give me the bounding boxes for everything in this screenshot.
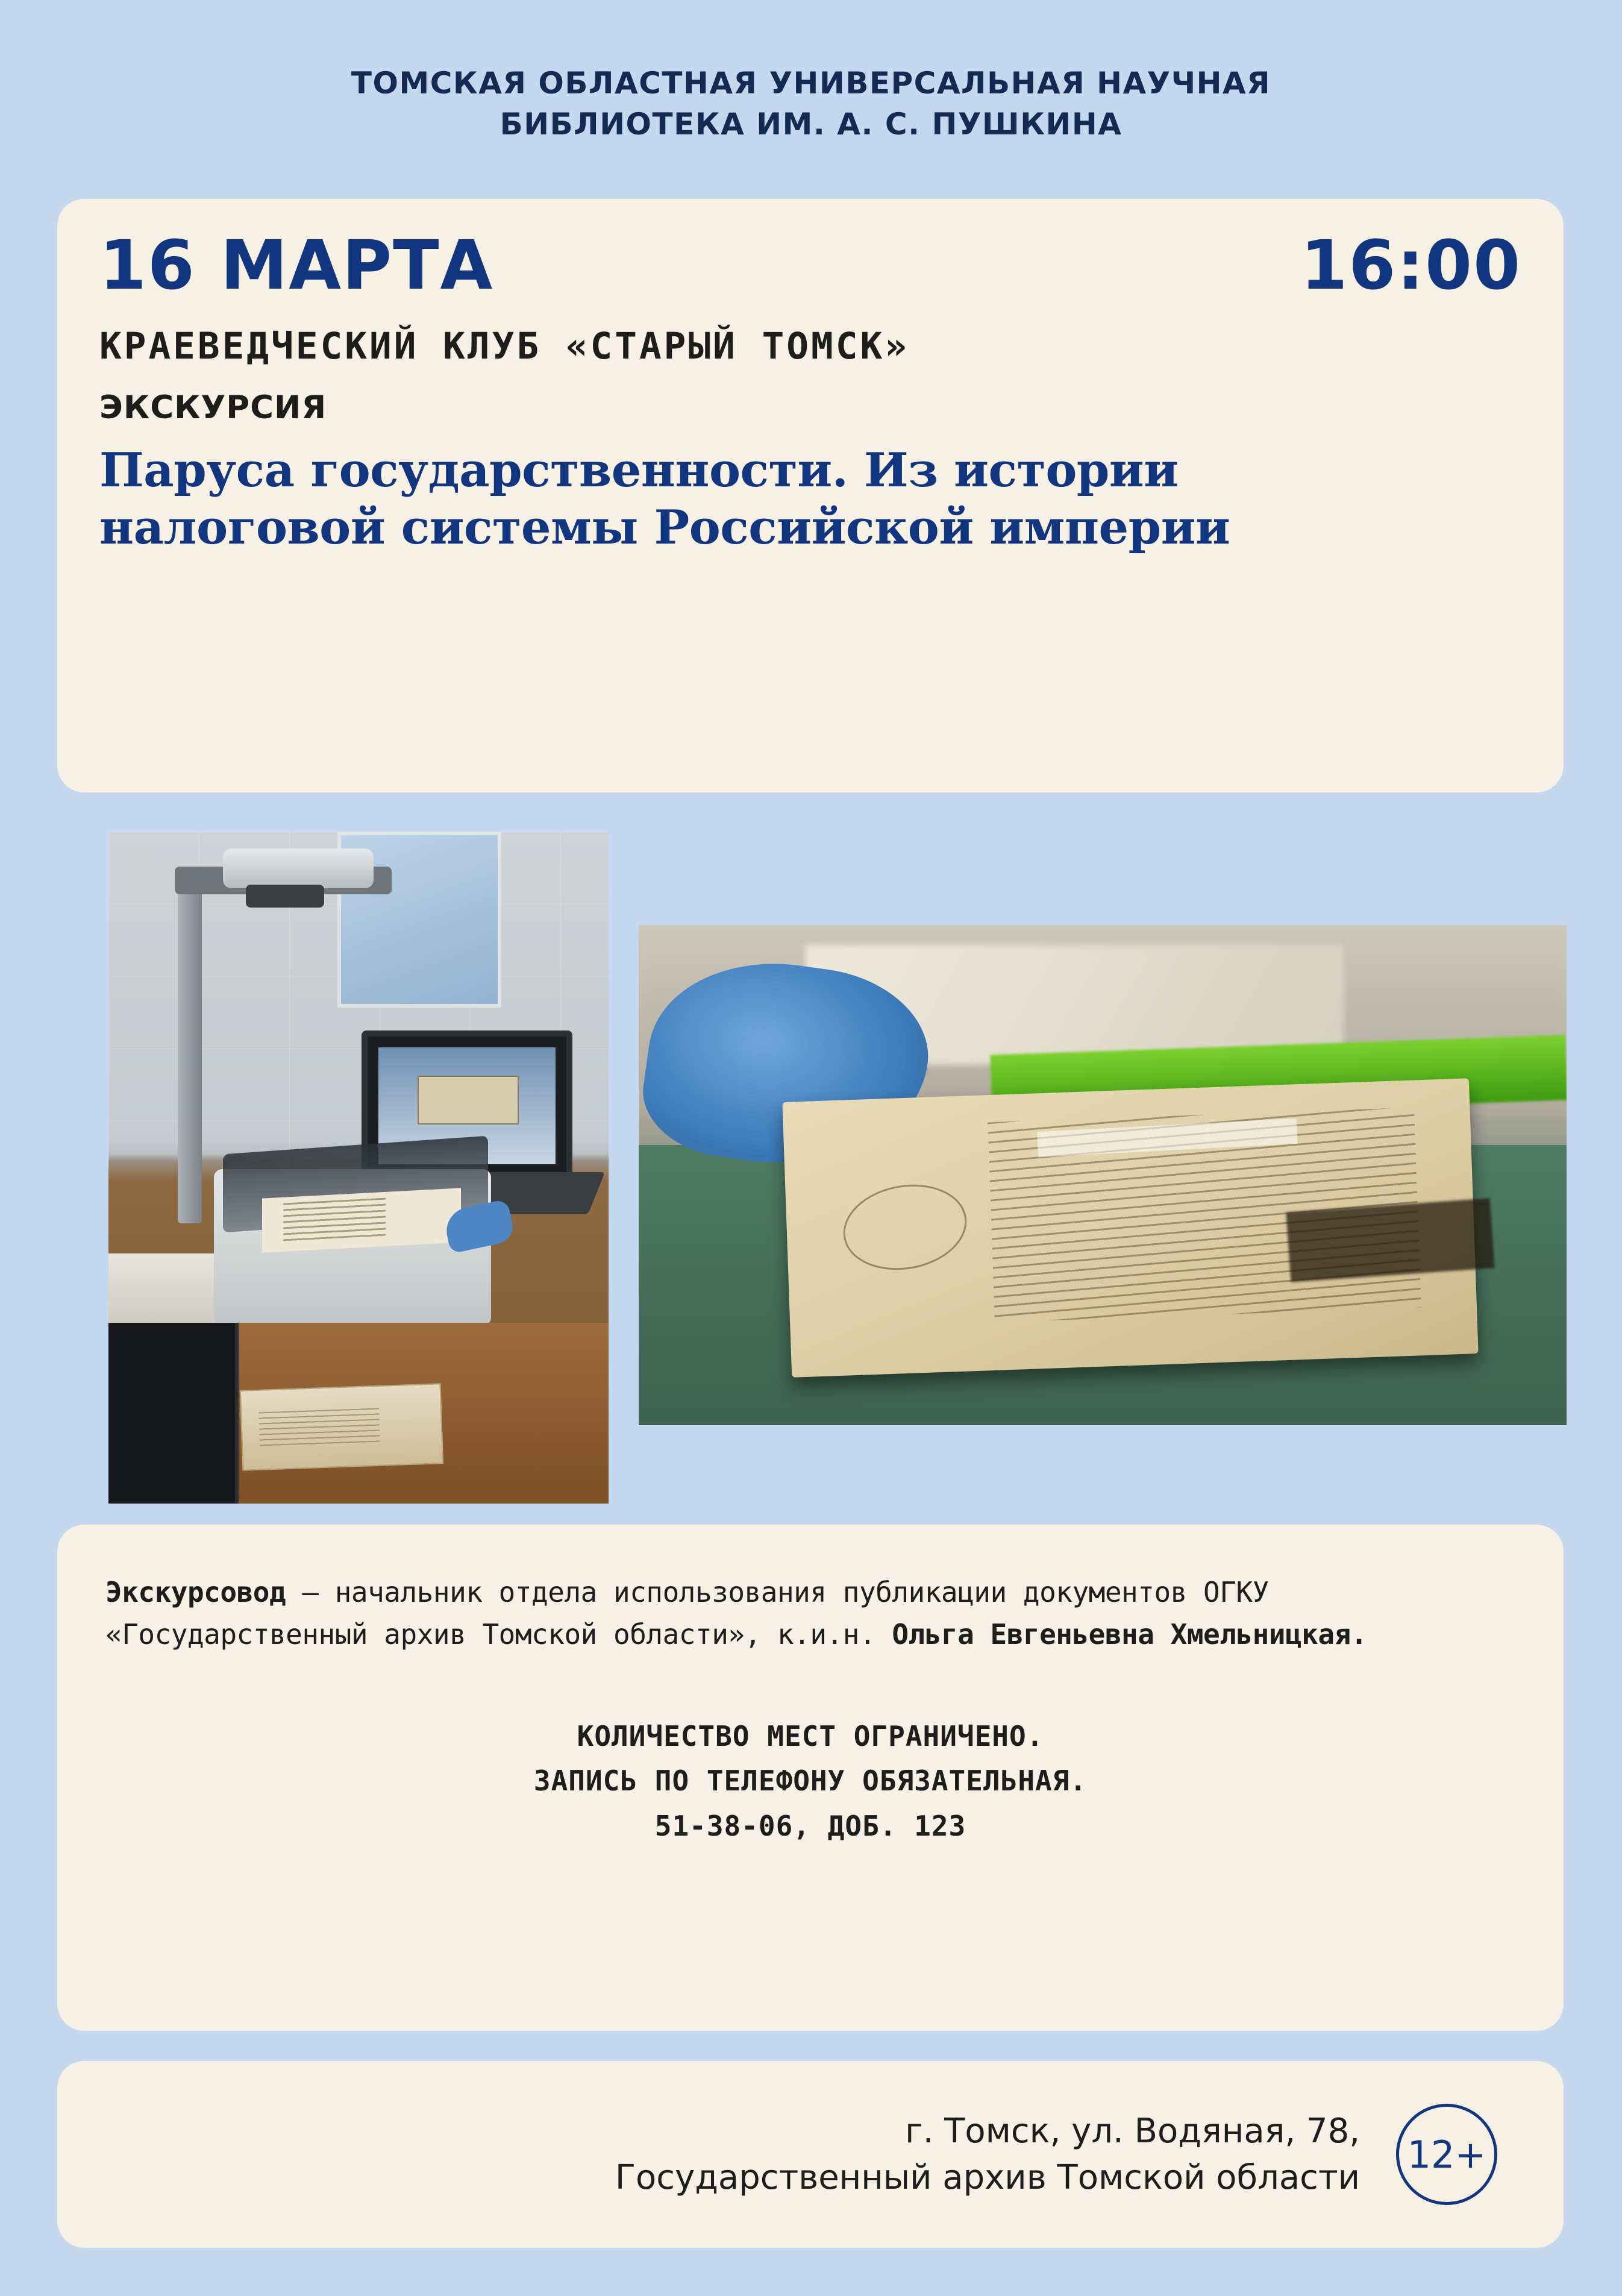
photo-document-restoration [639, 925, 1567, 1425]
photo-scanner-screen-document [418, 1076, 519, 1125]
photo-scanner-lamp [223, 848, 374, 888]
age-rating-badge: 12+ [1396, 2104, 1497, 2205]
event-time: 16:00 [1300, 227, 1521, 305]
photo-scanner-second-monitor [108, 1323, 239, 1504]
photo-scanner-paper-text [283, 1198, 386, 1243]
notice-line-1: КОЛИЧЕСТВО МЕСТ ОГРАНИЧЕНО. [577, 1719, 1044, 1752]
club-name: КРАЕВЕДЧЕСКИЙ КЛУБ «СТАРЫЙ ТОМСК» [99, 325, 909, 368]
photo-scanner-arm [178, 874, 202, 1223]
notice-line-2: ЗАПИСЬ ПО ТЕЛЕФОНУ ОБЯЗАТЕЛЬНАЯ. [533, 1764, 1088, 1798]
venue-address-line-2: Государственный архив Томской области [615, 2158, 1360, 2197]
photo-scanner-document-stack-text [258, 1408, 380, 1449]
organisation-line-1: ТОМСКАЯ ОБЛАСТНАЯ УНИВЕРСАЛЬНАЯ НАУЧНАЯ [351, 66, 1271, 101]
registration-notice [105, 1714, 1515, 1849]
event-title-line-2: налоговой системы Российской империи [99, 500, 1230, 556]
photo-document-damaged-edge [1286, 1198, 1494, 1282]
guide-name: Ольга Евгеньевна Хмельницкая. [892, 1617, 1367, 1651]
organisation-header [0, 63, 1622, 145]
notice-phone: 51-38-06, ДОБ. 123 [654, 1809, 966, 1842]
organisation-line-2: БИБЛИОТЕКА ИМ. А. С. ПУШКИНА [499, 106, 1123, 142]
photo-scanner [108, 832, 609, 1504]
guide-description [105, 1572, 1515, 1656]
event-type-label: ЭКСКУРСИЯ [99, 389, 327, 426]
event-title [99, 442, 1521, 556]
info-card [57, 1525, 1564, 2031]
event-title-line-1: Паруса государственности. Из истории [99, 443, 1179, 498]
venue-address [615, 2108, 1360, 2201]
footer-content [57, 2061, 1564, 2248]
event-datetime-row [99, 227, 1521, 305]
guide-label: Экскурсовод [105, 1576, 286, 1608]
event-date: 16 МАРТА [99, 227, 494, 305]
footer-card [57, 2061, 1564, 2248]
venue-address-line-1: г. Томск, ул. Водяная, 78, [905, 2111, 1360, 2151]
photo-scanner-lamp-head [246, 885, 324, 908]
event-card [57, 199, 1564, 792]
guide-description-text: – начальник отдела использования публикации документов ОГКУ «Государственный архив Томской области», к.и.н. [105, 1576, 1269, 1651]
